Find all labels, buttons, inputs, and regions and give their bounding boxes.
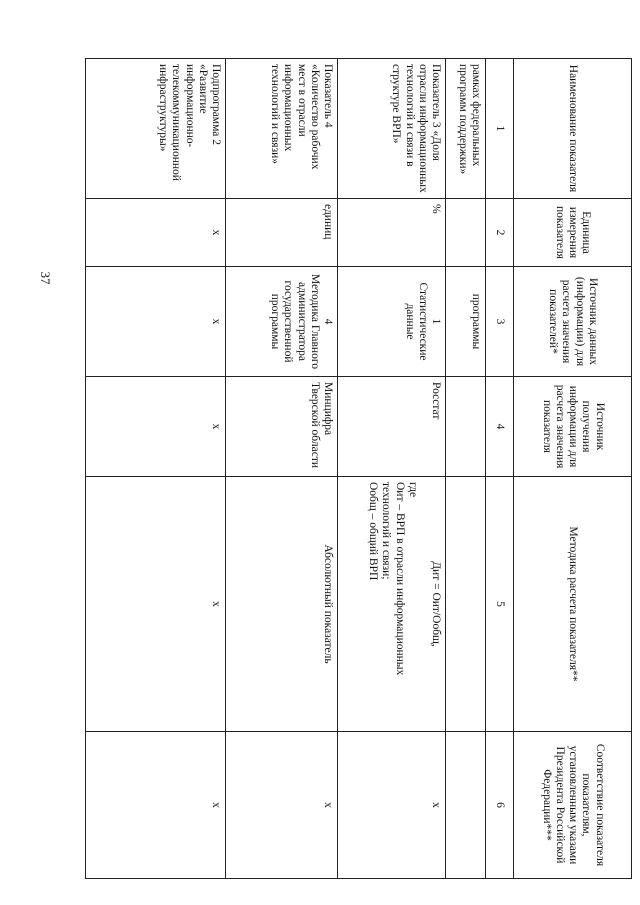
cell-unit: х (86, 199, 226, 267)
cell-name: рамках федеральных программ поддержки» (446, 59, 486, 199)
col-num-4: 4 (486, 377, 514, 477)
cell-unit: единиц (226, 199, 338, 267)
header-row (514, 59, 632, 879)
header-name: Наименование показателя (514, 59, 632, 199)
method-formula: Дит = Оит/Ообщ, (430, 561, 442, 647)
data-source-text: Методика Главного администратора государственной программы (269, 273, 321, 369)
cell-method: х (86, 477, 226, 732)
cell-info-source: х (86, 377, 226, 477)
method-where: где (406, 482, 419, 498)
table-row-indicator-3 (338, 59, 446, 879)
table-row-indicator-4 (226, 59, 338, 879)
cell-unit: % (338, 199, 446, 267)
data-source-number: 4 (322, 318, 334, 325)
data-source-text: Статистические данные (403, 282, 429, 361)
col-num-6: 6 (486, 732, 514, 879)
cell-data-source (226, 267, 338, 377)
page-number: 37 (38, 271, 53, 285)
cell-method (338, 477, 446, 732)
cell-data-source: х (86, 267, 226, 377)
cell-compliance: х (226, 732, 338, 879)
col-num-1: 1 (486, 59, 514, 199)
cell-data-source (338, 267, 446, 377)
cell-unit (446, 199, 486, 267)
method-line-2: Ообщ – общий ВРП (367, 482, 380, 581)
cell-name: Показатель 3 «Доля отрасли информационных технологий и связи в структуре ВРП» (338, 59, 446, 199)
cell-name: Показатель 4 «Количество рабочих мест в отрасли информационных технологий и связи» (226, 59, 338, 199)
cell-compliance (446, 732, 486, 879)
column-number-row (486, 59, 514, 879)
cell-info-source: Минцифра Тверской области (226, 377, 338, 477)
data-source-number: 1 (430, 318, 442, 325)
cell-method: Абсолютный показатель (226, 477, 338, 732)
cell-compliance: х (86, 732, 226, 879)
indicators-table (85, 58, 632, 879)
cell-name: Подпрограмма 2 «Развитие информационно-телекоммуникационной инфраструктуры» (86, 59, 226, 199)
col-num-2: 2 (486, 199, 514, 267)
cell-method (446, 477, 486, 732)
cell-compliance: х (338, 732, 446, 879)
header-info-source: Источник получения информации для расчета значения показателя (514, 377, 632, 477)
cell-info-source: Росстат (338, 377, 446, 477)
header-compliance: Соответствие показателя показателям, установленным указами Президента Российской Федерации*** (514, 732, 632, 879)
col-num-3: 3 (486, 267, 514, 377)
col-num-5: 5 (486, 477, 514, 732)
rotated-table-container (86, 58, 632, 878)
method-line-1: Оит – ВРП в отрасли информационных технологий и связи; (380, 482, 406, 676)
header-method: Методика расчета показателя** (514, 477, 632, 732)
header-unit: Единица измерения показателя (514, 199, 632, 267)
table-row-subprogram-2 (86, 59, 226, 879)
cell-data-source: программы (446, 267, 486, 377)
cell-info-source (446, 377, 486, 477)
table-row-continuation (446, 59, 486, 879)
header-data-source: Источник данных (информации) для расчета значения показателей* (514, 267, 632, 377)
